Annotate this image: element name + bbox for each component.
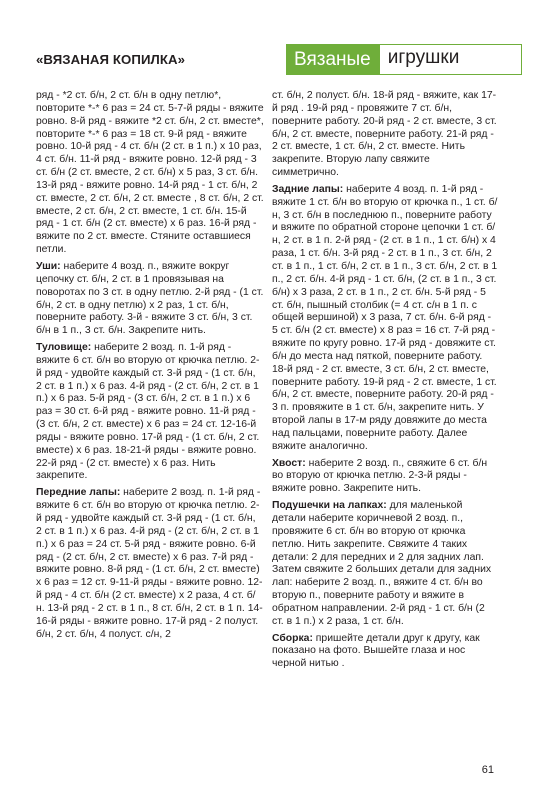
- front-legs-label: Передние лапы:: [36, 487, 121, 499]
- hind-legs-text: наберите 4 возд. п. 1-й ряд - вяжите 1 ст. б/н во вторую от крючка п., 1 ст. б/н, 3 ст. б/н в последнюю п., поверните работу и вяжите по обратной стороне цепочки 1 ст. б/н, 2 ст. в 1 п. 2-й ряд - (2 ст. в 1 п., 1 ст. б/н) х 4 раза, 1 ст. б/н. 3-й ряд - 2 ст. в 1 п., 3 ст. б/н, 2 ст. в 1 п., 1 ст. б/н, 2 ст. в 1 п., 3 ст. б/н, 2 ст. в 1 п., 2 ст. б/н. 4-й ряд - 1 ст. б/н, (2 ст. в 1 п., 3 ст. б/н) х 3 раза, 2 ст. в 1 п., 2 ст. б/н. 5-й ряд - 5 ст. б/н, пышный столбик (= 4 ст. с/н в 1 п. с общей вершиной) х 3 раза, 7 ст. б/н. 6-й ряд - 5 ст. б/н (2 ст. вместе) х 8 раз = 16 ст. 7-й ряд - вяжите по кругу ровно. 17-й ряд - довяжите ст. б/н до места над пяткой, поверните работу. 18-й ряд - 2 ст. вместе, 3 ст. б/н, 2 ст. вместе, поверните работу. 19-й ряд - 2 ст. вместе, 1 ст. б/н, 2 ст. вместе, поверните работу. 20-й ряд - 3 п. провяжите в 1 ст. б/н, закрепите нить. У второй лапы в 17-м ряду довяжите до места над пальцами, поверните работу. Далее вяжите аналогично.: [272, 183, 498, 452]
- ears-label: Уши:: [36, 260, 61, 272]
- paragraph-text: ст. б/н, 2 полуст. б/н. 18-й ряд - вяжите, как 17-й ряд . 19-й ряд - провяжите 7 ст. б/н, поверните работу. 20-й ряд - 2 ст. вместе, 3 ст. б/н, 2 ст. вместе, поверните работу. 21-й ряд - 2 ст. вместе, 1 ст. б/н, 2 ст. вместе. Нить закрепите. Вторую лапу свяжите симметрично.: [272, 90, 497, 179]
- paragraph-text: ряд - *2 ст. б/н, 2 ст. б/н в одну петлю*, повторите *-* 6 раз = 24 ст. 5-7-й ряды - вяжите ровно. 8-й ряд - вяжите *2 ст. б/н, 2 ст. вместе*, повторите *-* 6 раз = 18 ст. 9-й ряд - вяжите ровно. 10-й ряд - 4 ст. б/н (2 ст. в 1 п.) х 10 раз, 4 ст. б/н. 11-й ряд - вяжите ровно. 12-й ряд - 3 ст. б/н (2 ст. вместе, 2 ст. б/н) х 5 раз, 3 ст. б/н. 13-й ряд - вяжите ровно. 14-й ряд - 1 ст. б/н, 2 ст. вместе, 2 ст. б/н, 2 ст. вместе , 8 ст. б/н, 2 ст. вместе, 2 ст. б/н, 2 ст. вместе, 1 ст. б/н. 15-й ряд - 1 ст. б/н (2 ст. вместе) х 6 раз. 16-й ряд - вяжите по 2 ст. вместе. Стяните оставшиеся петли.: [36, 90, 264, 256]
- paragraph-body: [36, 342, 264, 483]
- tail-label: Хвост:: [272, 457, 306, 469]
- assembly-text: пришейте детали друг к другу, как показано на фото. Вышейте глаза и нос черной нитью .: [272, 632, 480, 670]
- paragraph-hind-legs: [272, 184, 498, 454]
- paragraph-ears: [36, 261, 264, 338]
- tail-text: наберите 2 возд. п., свяжите 6 ст. б/н во вторую от крючка петлю. 2-3-й ряды - вяжите ровно. Закрепите нить.: [272, 457, 488, 495]
- page-number: 61: [481, 764, 494, 776]
- pads-text: для маленькой детали наберите коричневой 2 возд. п., провяжите 6 ст. б/н во вторую от крючка петлю. Нить закрепите. Свяжите 4 таких детали: 2 для передних и 2 для задних лап. Затем свяжите 2 больших детали для задних лап: наберите 2 возд. п., вяжите 4 ст. б/н во вторую п., поверните работу и вяжите в обратном направлении. 2-й ряд - 1 ст. б/н (2 ст. в 1 п.) х 2 раза, 1 ст. б/н.: [272, 500, 492, 627]
- paragraph-head-continued: [36, 90, 264, 257]
- paragraph-front-legs-continued: [272, 90, 498, 180]
- hind-legs-label: Задние лапы:: [272, 183, 344, 195]
- paragraph-assembly: [272, 633, 498, 672]
- category-label-white: игрушки: [380, 44, 522, 75]
- category-banner: [286, 44, 522, 75]
- front-legs-text: наберите 2 возд. п. 1-й ряд - вяжите 6 ст. б/н во вторую от крючка петлю. 2-й ряд - удвойте каждый ст. 3-й ряд - (1 ст. б/н, 2 ст. в 1 п.) х 6 раз. 4-й ряд - (2 ст. б/н, 2 ст. в 1 п.) х 6 раз = 24 ст. 5-й ряд - вяжите ровно. 6-й ряд - (2 ст. б/н, 2 ст. вместе) х 6 раз. 7-й ряд - вяжите ровно. 8-й ряд - (1 ст. б/н, 2 ст. вместе) х 6 раз = 12 ст. 9-11-й ряды - вяжите ровно. 12-й ряд - 4 ст. б/н (2 ст. вместе) х 2 раза, 4 ст. б/н. 13-й ряд - 2 ст. в 1 п., 8 ст. б/н, 2 ст. в 1 п. 14-16-й ряды - вяжите ровно. 17-й ряд - 2 полуст. б/н, 2 ст. б/н, 4 полуст. с/н, 2: [36, 487, 263, 640]
- category-label-green: Вязаные: [286, 44, 380, 75]
- paragraph-front-legs: [36, 487, 264, 641]
- paragraph-tail: [272, 458, 498, 497]
- section-title: «ВЯЗАНАЯ КОПИЛКА»: [36, 52, 186, 67]
- body-text: наберите 2 возд. п. 1-й ряд - вяжите 6 ст. б/н во вторую от крючка петлю. 2-й ряд - удвойте каждый ст. 3-й ряд - (1 ст. б/н, 2 ст. в 1 п.) х 6 раз. 4-й ряд - (2 ст. б/н, 2 ст. в 1 п.) х 6 раз. 5-й ряд - (3 ст. б/н, 2 ст. в 1 п.) х 6 раз = 30 ст. 6-й ряд - вяжите ровно. 11-й ряд - (3 ст. б/н, 2 ст. вместе) х 6 раз = 24 ст. 12-16-й ряды - вяжите ровно. 17-й ряд - (1 ст. б/н, 2 ст. вместе) х 6 раз. 18-21-й ряды - вяжите ровно. 22-й ряд - (2 ст. вместе) х 6 раз. Нить закрепите.: [36, 342, 260, 482]
- ears-text: наберите 4 возд. п., вяжите вокруг цепочку ст. б/н, 2 ст. в 1 провязывая на поворотах по 3 ст. в одну петлю. 2-й ряд - (1 ст. б/н, 2 ст. в одну петлю) х 2 раз, 1 ст. б/н, поверните работу. 3-й - вяжите 3 ст. б/н, 3 ст. б/н в 1 п., 3 ст. б/н. Закрепите нить.: [36, 260, 264, 337]
- body-label: Туловище:: [36, 342, 92, 354]
- pads-label: Подушечки на лапках:: [272, 500, 387, 512]
- paragraph-pads: [272, 500, 498, 628]
- assembly-label: Сборка:: [272, 632, 313, 644]
- right-column: [272, 90, 498, 675]
- left-column: [36, 90, 264, 645]
